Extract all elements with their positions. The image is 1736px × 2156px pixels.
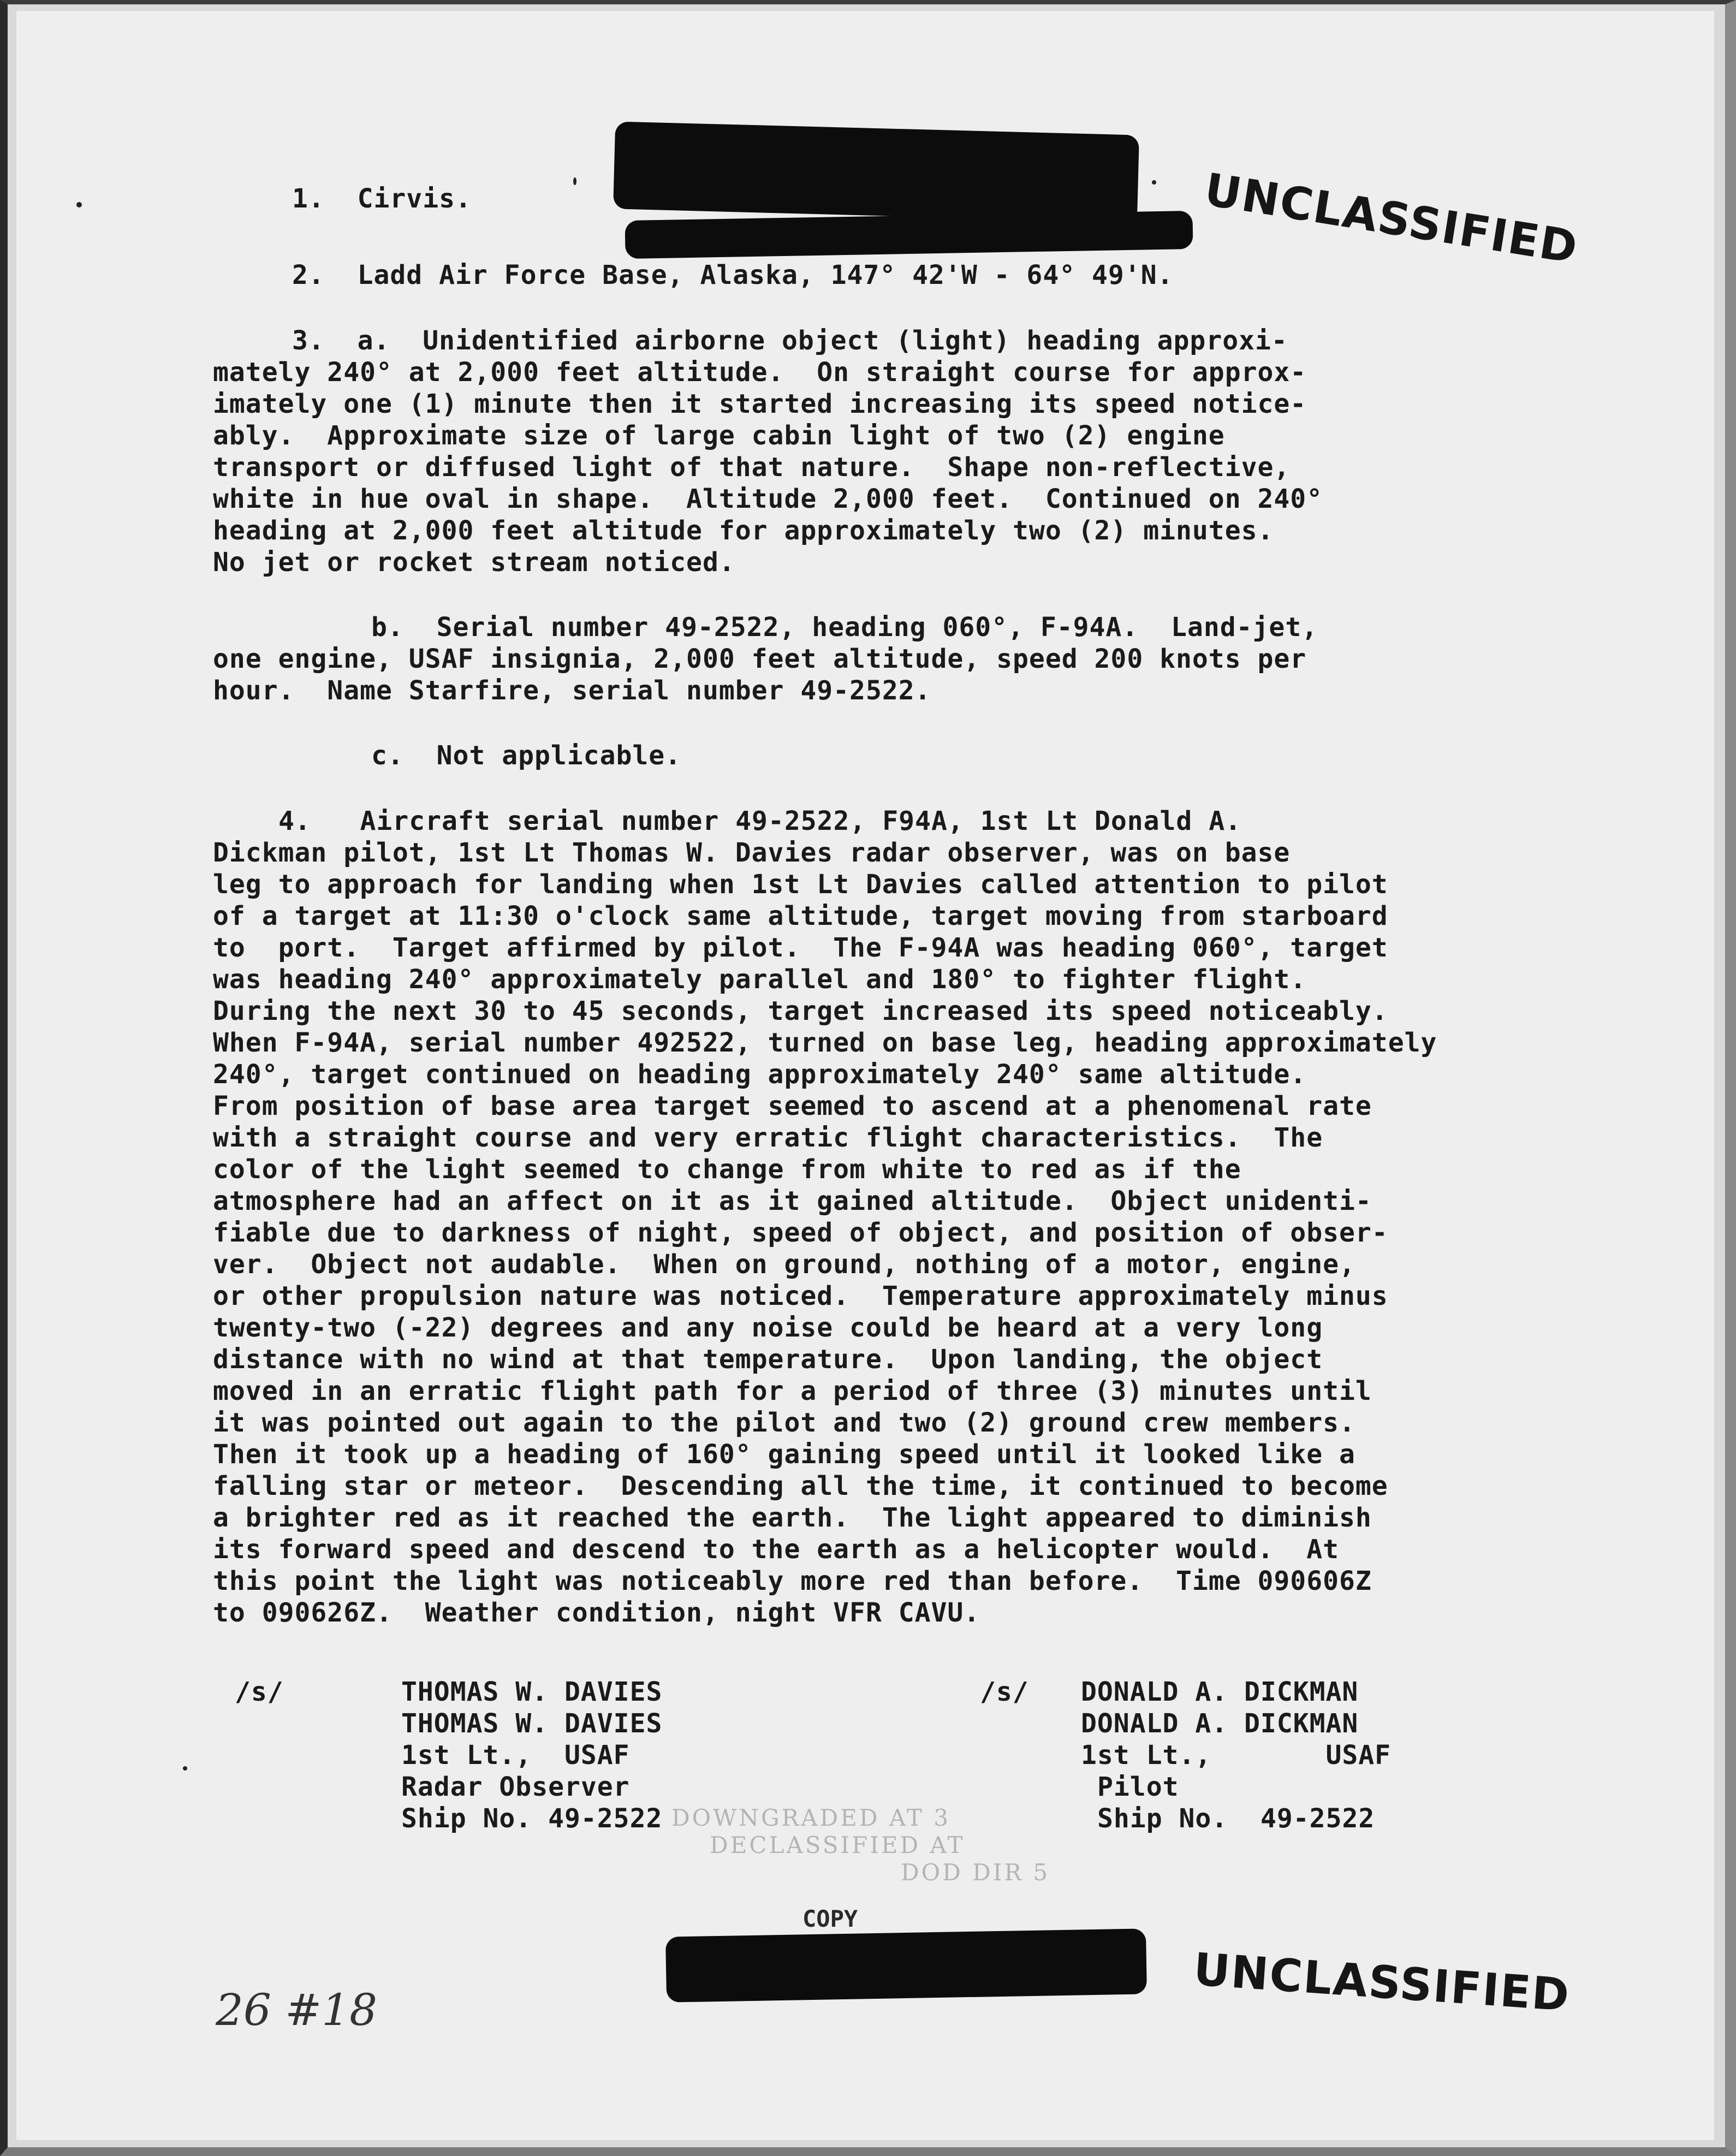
classification-stamp-bottom: UNCLASSIFIED [1192,1944,1572,2022]
signature-right-line: Pilot [1097,1772,1179,1802]
item-3a-line: No jet or rocket stream noticed. [213,547,735,578]
classification-stamp-top: UNCLASSIFIED [1201,164,1582,274]
item-4-line: 4. Aircraft serial number 49-2522, F94A, 1st Lt Donald A. [278,806,1242,836]
signature-left-line: THOMAS W. DAVIES [401,1677,663,1707]
signature-mark-right: /s/ [980,1677,1029,1707]
item-4-line: Then it took up a heading of 160° gaining speed until it looked like a [213,1439,1355,1470]
downgrade-stamp-line: DOWNGRADED AT 3 [671,1804,951,1831]
item-3a-line: transport or diffused light of that nature. Shape non-reflective, [213,452,1291,483]
item-4-line: to port. Target affirmed by pilot. The F-94A was heading 060°, target [213,933,1388,963]
document-page [16,11,1714,2140]
item-3c-text: c. Not applicable. [371,740,682,771]
item-4-line: twenty-two (-22) degrees and any noise could be heard at a very long [213,1312,1323,1343]
item-3b-line: one engine, USAF insignia, 2,000 feet altitude, speed 200 knots per [213,644,1307,674]
item-3a-line: white in hue oval in shape. Altitude 2,000 feet. Continued on 240° [213,484,1323,514]
signature-left-line: THOMAS W. DAVIES [401,1708,663,1739]
signature-left-line: Radar Observer [401,1772,630,1802]
signature-right-line: 1st Lt., USAF [1081,1740,1392,1771]
item-3a-line: 3. a. Unidentified airborne object (light) heading approxi- [292,325,1288,356]
item-3a-line: mately 240° at 2,000 feet altitude. On straight course for approx- [213,357,1307,388]
item-4-line: moved in an erratic flight path for a period of three (3) minutes until [213,1376,1372,1406]
redaction-bottom [665,1928,1147,2002]
item-4-line: with a straight course and very erratic flight characteristics. The [213,1122,1323,1153]
item-4-line: falling star or meteor. Descending all the time, it continued to become [213,1471,1388,1501]
scan-speck [573,177,576,185]
item-4-line: to 090626Z. Weather condition, night VFR CAVU. [213,1597,980,1628]
scan-speck [76,202,82,207]
item-4-line: ver. Object not audable. When on ground, nothing of a motor, engine, [213,1249,1355,1280]
downgrade-stamp-line: DOD DIR 5 [901,1859,1050,1886]
item-4-line: distance with no wind at that temperature. Upon landing, the object [213,1344,1323,1375]
item-4-line: When F-94A, serial number 492522, turned on base leg, heading approximately [213,1027,1437,1058]
item-3b-line: b. Serial number 49-2522, heading 060°, F-94A. Land-jet, [371,612,1318,643]
signature-left-line: Ship No. 49-2522 [401,1803,663,1834]
signature-mark-left: /s/ [235,1677,284,1707]
item-3a-line: ably. Approximate size of large cabin light of two (2) engine [213,420,1225,451]
item-4-line: Dickman pilot, 1st Lt Thomas W. Davies radar observer, was on base [213,838,1291,868]
item-4-line: fiable due to darkness of night, speed of object, and position of obser- [213,1217,1388,1248]
item-4-line: it was pointed out again to the pilot and two (2) ground crew members. [213,1407,1355,1438]
item-4-line: During the next 30 to 45 seconds, target increased its speed noticeably. [213,996,1388,1026]
item-4-line: atmosphere had an affect on it as it gained altitude. Object unidenti- [213,1186,1372,1216]
item-4-line: 240°, target continued on heading approximately 240° same altitude. [213,1059,1307,1090]
item-4-line: of a target at 11:30 o'clock same altitude, target moving from starboard [213,901,1388,931]
item-3a-line: heading at 2,000 feet altitude for approximately two (2) minutes. [213,515,1274,546]
item-4-line: or other propulsion nature was noticed. Temperature approximately minus [213,1281,1388,1311]
signature-right-line: Ship No. 49-2522 [1097,1803,1375,1834]
item-4-line: a brighter red as it reached the earth. The light appeared to diminish [213,1502,1372,1533]
item-4-line: color of the light seemed to change from white to red as if the [213,1154,1241,1185]
signature-left-line: 1st Lt., USAF [401,1740,630,1771]
signature-right-line: DONALD A. DICKMAN [1081,1677,1359,1707]
downgrade-stamp-line: DECLASSIFIED AT [710,1832,965,1858]
item-4-line: its forward speed and descend to the earth as a helicopter would. At [213,1534,1339,1565]
signature-right-line: DONALD A. DICKMAN [1081,1708,1359,1739]
scan-speck [183,1766,187,1771]
redaction-top-lower [625,211,1193,259]
item-3a-line: imately one (1) minute then it started increasing its speed notice- [213,389,1307,419]
scan-speck [1152,180,1156,185]
item-3b-line: hour. Name Starfire, serial number 49-2522. [213,675,931,706]
item-1-text: 1. Cirvis. [292,183,472,214]
copy-label: COPY [802,1905,858,1932]
item-4-line: From position of base area target seemed to ascend at a phenomenal rate [213,1091,1372,1121]
redaction-top [613,121,1139,222]
item-4-line: leg to approach for landing when 1st Lt Davies called attention to pilot [213,869,1388,900]
handwritten-note: 26 #18 [216,1985,378,2035]
item-2-text: 2. Ladd Air Force Base, Alaska, 147° 42'W - 64° 49'N. [292,260,1174,290]
item-4-line: this point the light was noticeably more red than before. Time 090606Z [213,1566,1372,1596]
item-4-line: was heading 240° approximately parallel and 180° to fighter flight. [213,964,1307,995]
